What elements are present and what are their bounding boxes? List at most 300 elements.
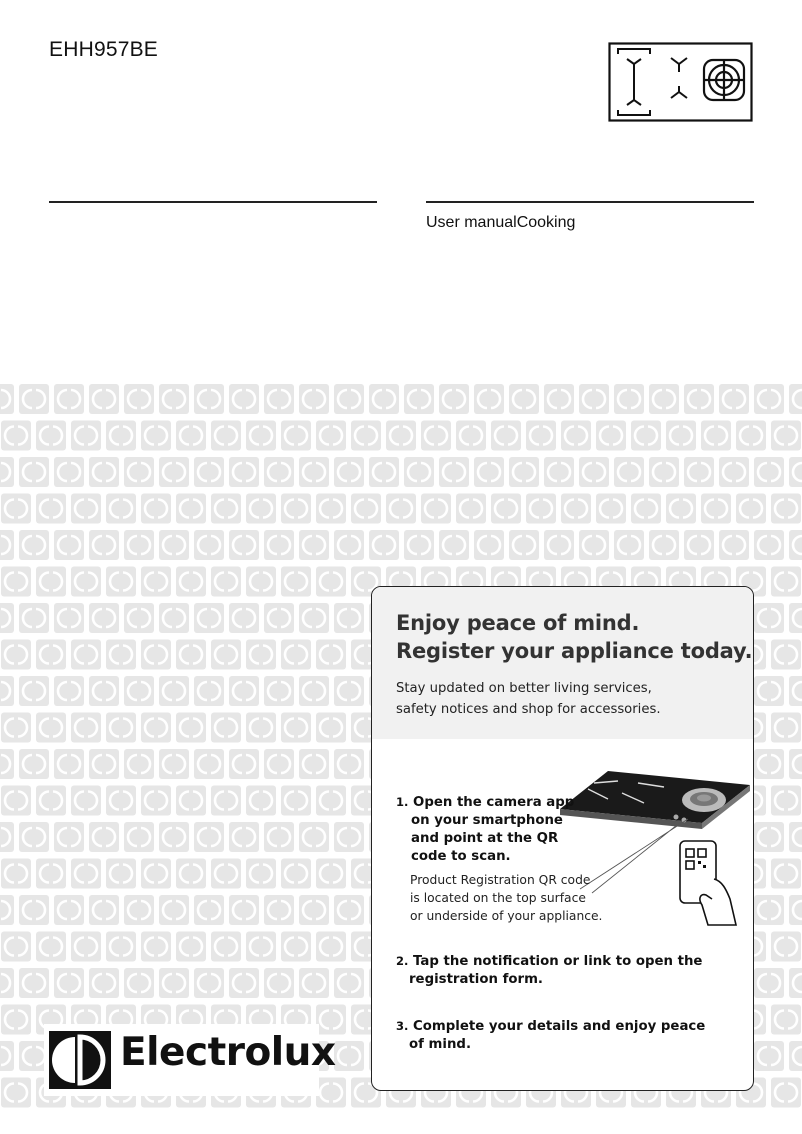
pattern-logo-icon: [789, 530, 802, 560]
pattern-logo-icon: [299, 895, 329, 925]
pattern-logo-icon: [89, 749, 119, 779]
pattern-logo-icon: [684, 384, 714, 414]
step-2-line-2: registration form.: [409, 972, 543, 987]
pattern-logo-icon: [316, 421, 346, 451]
pattern-logo-icon: [771, 1005, 801, 1035]
pattern-logo-icon: [36, 713, 66, 743]
pattern-logo-icon: [666, 421, 696, 451]
headline-line-1: Enjoy peace of mind.: [396, 611, 640, 635]
pattern-logo-icon: [0, 384, 14, 414]
pattern-logo-icon: [1, 786, 31, 816]
pattern-logo-icon: [71, 494, 101, 524]
pattern-logo-icon: [299, 749, 329, 779]
pattern-logo-icon: [334, 603, 364, 633]
registration-card: [371, 586, 754, 1091]
pattern-logo-icon: [509, 384, 539, 414]
pattern-logo-icon: [159, 530, 189, 560]
pattern-logo-icon: [89, 603, 119, 633]
pattern-logo-icon: [54, 895, 84, 925]
pattern-logo-icon: [334, 749, 364, 779]
pattern-logo-icon: [666, 494, 696, 524]
brand-name: Electrolux: [120, 1030, 336, 1075]
pattern-logo-icon: [264, 530, 294, 560]
pattern-logo-icon: [264, 457, 294, 487]
pattern-logo-icon: [71, 859, 101, 889]
pattern-logo-icon: [36, 421, 66, 451]
pattern-logo-icon: [771, 640, 801, 670]
pattern-logo-icon: [526, 421, 556, 451]
pattern-logo-icon: [351, 494, 381, 524]
pattern-logo-icon: [54, 749, 84, 779]
pattern-logo-icon: [211, 859, 241, 889]
pattern-logo-icon: [36, 932, 66, 962]
pattern-logo-icon: [246, 494, 276, 524]
pattern-logo-icon: [194, 530, 224, 560]
pattern-logo-icon: [316, 713, 346, 743]
pattern-logo-icon: [299, 530, 329, 560]
pattern-logo-icon: [544, 457, 574, 487]
pattern-logo-icon: [491, 421, 521, 451]
pattern-logo-icon: [211, 494, 241, 524]
pattern-logo-icon: [614, 530, 644, 560]
pattern-logo-icon: [36, 859, 66, 889]
pattern-logo-icon: [89, 530, 119, 560]
pattern-logo-icon: [719, 384, 749, 414]
pattern-logo-icon: [159, 384, 189, 414]
pattern-logo-icon: [0, 1041, 14, 1071]
pattern-logo-icon: [124, 895, 154, 925]
pattern-logo-icon: [264, 749, 294, 779]
pattern-logo-icon: [754, 1041, 784, 1071]
pattern-logo-icon: [264, 822, 294, 852]
pattern-logo-icon: [36, 640, 66, 670]
pattern-logo-icon: [0, 457, 14, 487]
step-1-line-2: on your smartphone: [411, 813, 563, 828]
pattern-logo-icon: [334, 457, 364, 487]
pattern-logo-icon: [159, 603, 189, 633]
pattern-logo-icon: [229, 895, 259, 925]
pattern-logo-icon: [544, 530, 574, 560]
pattern-logo-icon: [421, 421, 451, 451]
pattern-logo-icon: [439, 457, 469, 487]
pattern-logo-icon: [71, 421, 101, 451]
pattern-logo-icon: [19, 384, 49, 414]
pattern-logo-icon: [106, 932, 136, 962]
pattern-logo-icon: [281, 421, 311, 451]
pattern-logo-icon: [316, 494, 346, 524]
pattern-logo-icon: [1, 1078, 31, 1108]
pattern-logo-icon: [334, 968, 364, 998]
pattern-logo-icon: [176, 640, 206, 670]
pattern-logo-icon: [701, 494, 731, 524]
pattern-logo-icon: [19, 530, 49, 560]
pattern-logo-icon: [544, 384, 574, 414]
pattern-logo-icon: [19, 749, 49, 779]
pattern-logo-icon: [124, 603, 154, 633]
pattern-logo-icon: [89, 676, 119, 706]
pattern-logo-icon: [264, 968, 294, 998]
pattern-logo-icon: [246, 786, 276, 816]
pattern-logo-icon: [71, 786, 101, 816]
pattern-logo-icon: [299, 457, 329, 487]
pattern-logo-icon: [246, 713, 276, 743]
pattern-logo-icon: [474, 530, 504, 560]
pattern-logo-icon: [264, 603, 294, 633]
pattern-logo-icon: [19, 895, 49, 925]
pattern-logo-icon: [771, 421, 801, 451]
pattern-logo-icon: [281, 713, 311, 743]
pattern-logo-icon: [19, 457, 49, 487]
pattern-logo-icon: [141, 567, 171, 597]
pattern-logo-icon: [54, 676, 84, 706]
pattern-logo-icon: [194, 457, 224, 487]
pattern-logo-icon: [789, 384, 802, 414]
pattern-logo-icon: [631, 421, 661, 451]
pattern-logo-icon: [1, 859, 31, 889]
pattern-logo-icon: [194, 384, 224, 414]
pattern-logo-icon: [124, 822, 154, 852]
pattern-logo-icon: [754, 603, 784, 633]
pattern-logo-icon: [106, 640, 136, 670]
pattern-logo-icon: [211, 932, 241, 962]
pattern-logo-icon: [771, 713, 801, 743]
pattern-logo-icon: [1, 494, 31, 524]
pattern-logo-icon: [719, 457, 749, 487]
pattern-logo-icon: [54, 384, 84, 414]
pattern-logo-icon: [561, 494, 591, 524]
pattern-logo-icon: [159, 895, 189, 925]
pattern-logo-icon: [141, 421, 171, 451]
pattern-logo-icon: [141, 713, 171, 743]
pattern-logo-icon: [0, 530, 14, 560]
pattern-logo-icon: [561, 421, 591, 451]
pattern-logo-icon: [19, 603, 49, 633]
pattern-logo-icon: [194, 822, 224, 852]
pattern-logo-icon: [124, 530, 154, 560]
qr-location-note: [410, 871, 602, 925]
pattern-logo-icon: [439, 530, 469, 560]
pattern-logo-icon: [299, 603, 329, 633]
pattern-logo-icon: [0, 676, 14, 706]
pattern-logo-icon: [71, 713, 101, 743]
pattern-logo-icon: [299, 384, 329, 414]
pattern-logo-icon: [316, 859, 346, 889]
pattern-logo-icon: [334, 895, 364, 925]
pattern-logo-icon: [1, 1005, 31, 1035]
pattern-logo-icon: [316, 786, 346, 816]
pattern-logo-icon: [299, 968, 329, 998]
pattern-logo-icon: [89, 895, 119, 925]
step-1-line-1: Open the camera app: [413, 795, 575, 810]
step-1-line-4: code to scan.: [411, 849, 511, 864]
pattern-logo-icon: [106, 713, 136, 743]
pattern-logo-icon: [754, 822, 784, 852]
pattern-logo-icon: [771, 859, 801, 889]
pattern-logo-icon: [19, 968, 49, 998]
pattern-logo-icon: [631, 494, 661, 524]
pattern-logo-icon: [719, 530, 749, 560]
pattern-logo-icon: [124, 457, 154, 487]
pattern-logo-icon: [421, 494, 451, 524]
note-line-1: Product Registration QR code: [410, 873, 591, 887]
pattern-logo-icon: [334, 1041, 364, 1071]
pattern-logo-icon: [176, 421, 206, 451]
step-3-line-1: Complete your details and enjoy peace: [413, 1019, 706, 1034]
model-number: EHH957BE: [49, 38, 158, 61]
pattern-logo-icon: [684, 530, 714, 560]
pattern-logo-icon: [0, 749, 14, 779]
pattern-logo-icon: [754, 530, 784, 560]
pattern-logo-icon: [281, 786, 311, 816]
pattern-logo-icon: [229, 822, 259, 852]
pattern-logo-icon: [1, 640, 31, 670]
pattern-logo-icon: [404, 530, 434, 560]
brand-block: [44, 1024, 336, 1096]
pattern-logo-icon: [89, 968, 119, 998]
pattern-logo-icon: [264, 384, 294, 414]
pattern-logo-icon: [754, 457, 784, 487]
pattern-logo-icon: [229, 603, 259, 633]
pattern-logo-icon: [456, 494, 486, 524]
step-2-number: 2.: [396, 954, 409, 968]
pattern-logo-icon: [159, 968, 189, 998]
pattern-logo-icon: [229, 457, 259, 487]
pattern-logo-icon: [246, 421, 276, 451]
pattern-logo-icon: [246, 640, 276, 670]
pattern-logo-icon: [771, 786, 801, 816]
pattern-logo-icon: [579, 457, 609, 487]
pattern-logo-icon: [649, 530, 679, 560]
note-line-2: is located on the top surface: [410, 891, 586, 905]
pattern-logo-icon: [369, 530, 399, 560]
pattern-logo-icon: [736, 494, 766, 524]
pattern-logo-icon: [124, 384, 154, 414]
pattern-logo-icon: [71, 567, 101, 597]
pattern-logo-icon: [159, 822, 189, 852]
registration-subtext: [396, 678, 661, 720]
pattern-logo-icon: [19, 676, 49, 706]
note-line-3: or underside of your appliance.: [410, 909, 603, 923]
pattern-logo-icon: [369, 384, 399, 414]
pattern-logo-icon: [491, 494, 521, 524]
pattern-logo-icon: [71, 640, 101, 670]
pattern-logo-icon: [684, 457, 714, 487]
pattern-logo-icon: [246, 859, 276, 889]
pattern-logo-icon: [71, 932, 101, 962]
pattern-logo-icon: [439, 384, 469, 414]
pattern-logo-icon: [281, 932, 311, 962]
pattern-logo-icon: [771, 932, 801, 962]
subtext-line-1: Stay updated on better living services,: [396, 681, 652, 696]
pattern-logo-icon: [351, 421, 381, 451]
pattern-logo-icon: [176, 567, 206, 597]
pattern-logo-icon: [281, 494, 311, 524]
pattern-logo-icon: [176, 859, 206, 889]
pattern-logo-icon: [1, 567, 31, 597]
phone-qr-icon: [678, 839, 740, 929]
pattern-logo-icon: [0, 822, 14, 852]
pattern-logo-icon: [579, 384, 609, 414]
pattern-logo-icon: [281, 859, 311, 889]
pattern-logo-icon: [334, 822, 364, 852]
pattern-logo-icon: [509, 530, 539, 560]
pattern-logo-icon: [141, 932, 171, 962]
pattern-logo-icon: [141, 786, 171, 816]
pattern-logo-icon: [789, 749, 802, 779]
pattern-logo-icon: [124, 968, 154, 998]
pattern-logo-icon: [526, 494, 556, 524]
pattern-logo-icon: [246, 932, 276, 962]
pattern-logo-icon: [176, 932, 206, 962]
pattern-logo-icon: [649, 384, 679, 414]
pattern-logo-icon: [264, 895, 294, 925]
pattern-logo-icon: [54, 968, 84, 998]
headline-line-2: Register your appliance today.: [396, 639, 753, 663]
pattern-logo-icon: [579, 530, 609, 560]
pattern-logo-icon: [789, 822, 802, 852]
pattern-logo-icon: [89, 822, 119, 852]
pattern-logo-icon: [141, 494, 171, 524]
pattern-logo-icon: [1, 421, 31, 451]
pattern-logo-icon: [159, 749, 189, 779]
pattern-logo-icon: [246, 567, 276, 597]
pattern-logo-icon: [36, 567, 66, 597]
pattern-logo-icon: [176, 494, 206, 524]
pattern-logo-icon: [54, 457, 84, 487]
pattern-logo-icon: [229, 676, 259, 706]
pattern-logo-icon: [159, 676, 189, 706]
pattern-logo-icon: [316, 567, 346, 597]
pattern-logo-icon: [229, 530, 259, 560]
pattern-logo-icon: [159, 457, 189, 487]
pattern-logo-icon: [596, 494, 626, 524]
pattern-logo-icon: [754, 676, 784, 706]
pattern-logo-icon: [0, 895, 14, 925]
step-2: [396, 952, 702, 989]
document-type: User manualCooking: [426, 214, 576, 231]
pattern-logo-icon: [754, 968, 784, 998]
pattern-logo-icon: [1, 932, 31, 962]
pattern-logo-icon: [789, 603, 802, 633]
pattern-logo-icon: [614, 384, 644, 414]
pattern-logo-icon: [229, 968, 259, 998]
pattern-logo-icon: [229, 384, 259, 414]
pattern-logo-icon: [211, 640, 241, 670]
pattern-logo-icon: [229, 749, 259, 779]
pattern-logo-icon: [54, 822, 84, 852]
pattern-logo-icon: [334, 676, 364, 706]
pattern-logo-icon: [404, 457, 434, 487]
pattern-logo-icon: [211, 713, 241, 743]
pattern-logo-icon: [771, 494, 801, 524]
pattern-logo-icon: [36, 786, 66, 816]
pattern-logo-icon: [106, 786, 136, 816]
pattern-logo-icon: [596, 421, 626, 451]
pattern-logo-icon: [194, 895, 224, 925]
step-1: [396, 793, 574, 866]
pattern-logo-icon: [754, 749, 784, 779]
step-3-line-2: of mind.: [409, 1037, 471, 1052]
step-3: [396, 1017, 705, 1054]
pattern-logo-icon: [771, 567, 801, 597]
pattern-logo-icon: [386, 421, 416, 451]
pattern-logo-icon: [456, 421, 486, 451]
pattern-logo-icon: [299, 822, 329, 852]
pattern-logo-icon: [771, 1078, 801, 1108]
pattern-logo-icon: [211, 421, 241, 451]
pattern-logo-icon: [124, 749, 154, 779]
pattern-logo-icon: [176, 713, 206, 743]
pattern-logo-icon: [736, 421, 766, 451]
pattern-logo-icon: [316, 640, 346, 670]
pattern-logo-icon: [474, 457, 504, 487]
pattern-logo-icon: [0, 968, 14, 998]
pattern-logo-icon: [701, 421, 731, 451]
pattern-logo-icon: [194, 749, 224, 779]
pattern-logo-icon: [404, 384, 434, 414]
pattern-logo-icon: [789, 895, 802, 925]
pattern-logo-icon: [141, 640, 171, 670]
pattern-logo-icon: [754, 384, 784, 414]
pattern-logo-icon: [0, 603, 14, 633]
pattern-logo-icon: [281, 567, 311, 597]
pattern-logo-icon: [54, 530, 84, 560]
pattern-logo-icon: [281, 640, 311, 670]
pattern-logo-icon: [106, 567, 136, 597]
pattern-logo-icon: [264, 676, 294, 706]
pattern-logo-icon: [141, 859, 171, 889]
pattern-logo-icon: [789, 968, 802, 998]
pattern-logo-icon: [89, 457, 119, 487]
pattern-logo-icon: [194, 968, 224, 998]
step-2-line-1: Tap the notification or link to open the: [413, 954, 703, 969]
pattern-logo-icon: [316, 1078, 346, 1108]
pattern-logo-icon: [789, 676, 802, 706]
hob-layout-icon: [608, 42, 753, 122]
divider-left: [49, 201, 377, 203]
pattern-logo-icon: [299, 676, 329, 706]
step-1-number: 1.: [396, 795, 409, 809]
pattern-logo-icon: [509, 457, 539, 487]
pattern-logo-icon: [89, 384, 119, 414]
pattern-logo-icon: [36, 494, 66, 524]
pattern-logo-icon: [211, 567, 241, 597]
pattern-logo-icon: [19, 822, 49, 852]
pattern-logo-icon: [334, 384, 364, 414]
pattern-logo-icon: [54, 603, 84, 633]
pattern-logo-icon: [194, 603, 224, 633]
pattern-logo-icon: [369, 457, 399, 487]
pattern-logo-icon: [789, 1041, 802, 1071]
subtext-line-2: safety notices and shop for accessories.: [396, 702, 661, 717]
registration-headline: [396, 609, 752, 665]
pattern-logo-icon: [789, 457, 802, 487]
step-3-number: 3.: [396, 1019, 409, 1033]
pattern-logo-icon: [316, 932, 346, 962]
pattern-logo-icon: [106, 421, 136, 451]
electrolux-logo-icon: [49, 1031, 111, 1089]
pattern-logo-icon: [106, 494, 136, 524]
pattern-logo-icon: [176, 786, 206, 816]
pattern-logo-icon: [754, 895, 784, 925]
pattern-logo-icon: [1, 713, 31, 743]
step-1-line-3: and point at the QR: [411, 831, 559, 846]
pattern-logo-icon: [386, 494, 416, 524]
divider-right: [426, 201, 754, 203]
pattern-logo-icon: [106, 859, 136, 889]
pattern-logo-icon: [649, 457, 679, 487]
pattern-logo-icon: [211, 786, 241, 816]
